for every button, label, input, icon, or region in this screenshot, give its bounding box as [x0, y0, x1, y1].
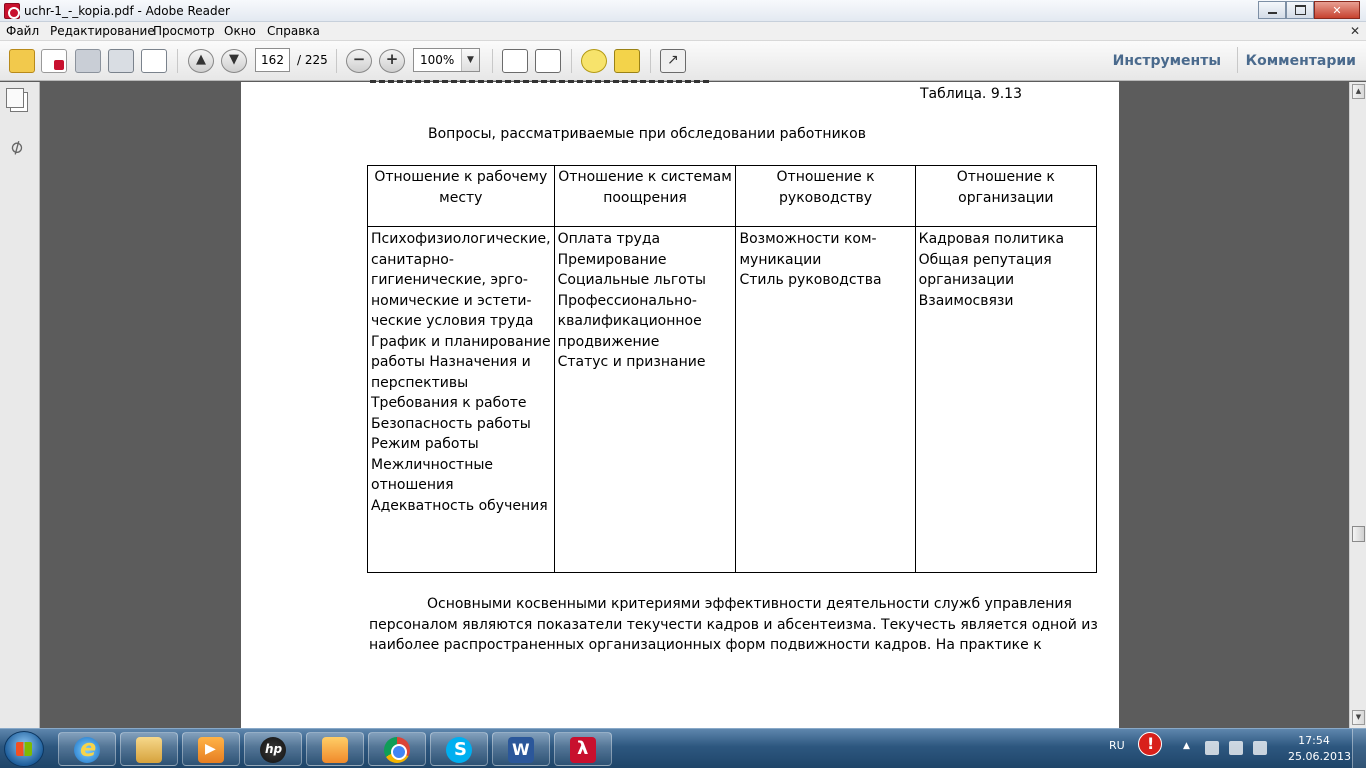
maximize-button[interactable] — [1286, 1, 1314, 19]
hp-icon — [260, 737, 286, 763]
next-page-button[interactable] — [221, 49, 247, 73]
taskbar-app[interactable] — [120, 732, 178, 766]
zoom-in-button[interactable] — [379, 49, 405, 73]
table-row — [368, 227, 1097, 573]
menu-bar — [0, 22, 1366, 41]
file-explorer-icon — [136, 737, 162, 763]
chrome-icon — [384, 737, 410, 763]
fit-width-icon[interactable] — [535, 49, 561, 73]
page-number-input[interactable]: 162 — [255, 48, 290, 72]
full-screen-icon[interactable] — [660, 49, 686, 73]
toolbar-separator — [336, 49, 337, 73]
comments-pane-button[interactable]: Комментарии — [1245, 53, 1356, 69]
taskbar-app[interactable] — [492, 732, 550, 766]
scroll-down-button[interactable]: ▼ — [1352, 710, 1365, 725]
system-clock[interactable] — [1288, 733, 1351, 765]
skype-icon — [446, 737, 472, 763]
navigation-panel — [0, 82, 40, 728]
taskbar-app[interactable] — [306, 732, 364, 766]
zoom-select[interactable] — [413, 48, 480, 72]
menu-file[interactable]: Файл — [6, 24, 40, 38]
table-header-cell: Отношение к рабочему месту — [368, 166, 555, 227]
taskbar-app[interactable] — [244, 732, 302, 766]
close-button[interactable] — [1314, 1, 1360, 19]
open-file-icon[interactable] — [9, 49, 35, 73]
show-desktop-button[interactable] — [1352, 729, 1366, 768]
taskbar-app[interactable] — [58, 732, 116, 766]
taskbar-app[interactable] — [368, 732, 426, 766]
minimize-button[interactable] — [1258, 1, 1286, 19]
fit-page-icon[interactable] — [502, 49, 528, 73]
window-controls — [1258, 1, 1360, 19]
chevron-down-icon[interactable]: ▼ — [461, 49, 479, 71]
cut-off-text-line — [370, 80, 712, 83]
close-document-icon[interactable]: ✕ — [1349, 24, 1360, 38]
table-header-cell: Отношение к организации — [915, 166, 1096, 227]
menu-view[interactable]: Просмотр — [153, 24, 215, 38]
menu-window[interactable]: Окно — [224, 24, 256, 38]
toolbar-separator — [177, 49, 178, 73]
table-cell: Психофизиологические, санитарно- гигиенические, эрго- номические и эстети- ческие условия труда График и планирование работы Назначения и перспективы Требования к работе Безопасность работы Режим работы Межличностные отношения Адекватность обучения — [368, 227, 555, 573]
media-player-icon — [198, 737, 224, 763]
menu-help[interactable]: Справка — [267, 24, 320, 38]
title-bar — [0, 0, 1366, 22]
page-total: / 225 — [297, 53, 328, 67]
menu-edit[interactable]: Редактирование — [50, 24, 155, 38]
table-number: Таблица. 9.13 — [920, 86, 1022, 102]
sticky-note-icon[interactable] — [581, 49, 607, 73]
network-tray-icon[interactable] — [1229, 741, 1243, 755]
language-indicator[interactable]: RU — [1109, 739, 1125, 752]
paragraph-line: Основными косвенными критериями эффективности деятельности служб управления — [427, 596, 1072, 612]
taskbar-app[interactable] — [182, 732, 240, 766]
volume-tray-icon[interactable] — [1253, 741, 1267, 755]
clock-time: 17:54 — [1298, 734, 1330, 747]
taskbar-app-active[interactable] — [554, 732, 612, 766]
paragraph-line: наиболее распространенных организационных форм подвижности кадров. На практике к — [369, 637, 1042, 653]
print-icon[interactable] — [108, 49, 134, 73]
body-paragraph — [369, 594, 1098, 656]
clock-date: 25.06.2013 — [1288, 750, 1351, 763]
zoom-value: 100% — [420, 53, 455, 67]
table-header-cell: Отношение к системам поощрения — [554, 166, 736, 227]
email-icon[interactable] — [141, 49, 167, 73]
toolbar-separator — [492, 49, 493, 73]
save-icon[interactable] — [75, 49, 101, 73]
table-header-cell: Отношение к руководству — [736, 166, 915, 227]
start-button[interactable] — [4, 731, 44, 767]
table-heading: Вопросы, рассматриваемые при обследовании работников — [428, 126, 866, 142]
vertical-scrollbar[interactable] — [1349, 82, 1366, 728]
paint-icon — [322, 737, 348, 763]
toolbar-separator — [1237, 47, 1238, 73]
scroll-thumb[interactable] — [1352, 526, 1365, 542]
paperclip-icon[interactable]: ⌀ — [4, 132, 28, 160]
previous-page-button[interactable] — [188, 49, 214, 73]
taskbar-app[interactable] — [430, 732, 488, 766]
scroll-up-button[interactable]: ▲ — [1352, 84, 1365, 99]
zoom-out-button[interactable] — [346, 49, 372, 73]
highlight-icon[interactable] — [614, 49, 640, 73]
window-title: uchr-1_-_kopia.pdf - Adobe Reader — [24, 4, 230, 18]
toolbar-separator — [571, 49, 572, 73]
toolbar-separator — [650, 49, 651, 73]
table-header-row — [368, 166, 1097, 227]
word-icon — [508, 737, 534, 763]
show-hidden-icons-icon[interactable]: ▲ — [1183, 741, 1190, 751]
action-center-alert-icon[interactable] — [1138, 732, 1162, 756]
page-thumbnails-icon[interactable] — [10, 92, 28, 112]
table-cell: Возможности ком- муникации Стиль руководства — [736, 227, 915, 573]
adobe-reader-icon — [4, 3, 20, 19]
tools-pane-button[interactable]: Инструменты — [1112, 53, 1221, 69]
acrobat-icon — [570, 737, 596, 763]
internet-explorer-icon — [74, 737, 100, 763]
table-cell: Оплата труда Премирование Социальные льготы Профессионально- квалификационное продвижение Статус и признание — [554, 227, 736, 573]
device-tray-icon[interactable] — [1205, 741, 1219, 755]
paragraph-line: персоналом являются показатели текучести кадров и абсентеизма. Текучесть является одной из — [369, 616, 1098, 633]
table-cell: Кадровая политика Общая репутация организации Взаимосвязи — [915, 227, 1096, 573]
create-pdf-icon[interactable] — [41, 49, 67, 73]
survey-table — [367, 165, 1097, 573]
